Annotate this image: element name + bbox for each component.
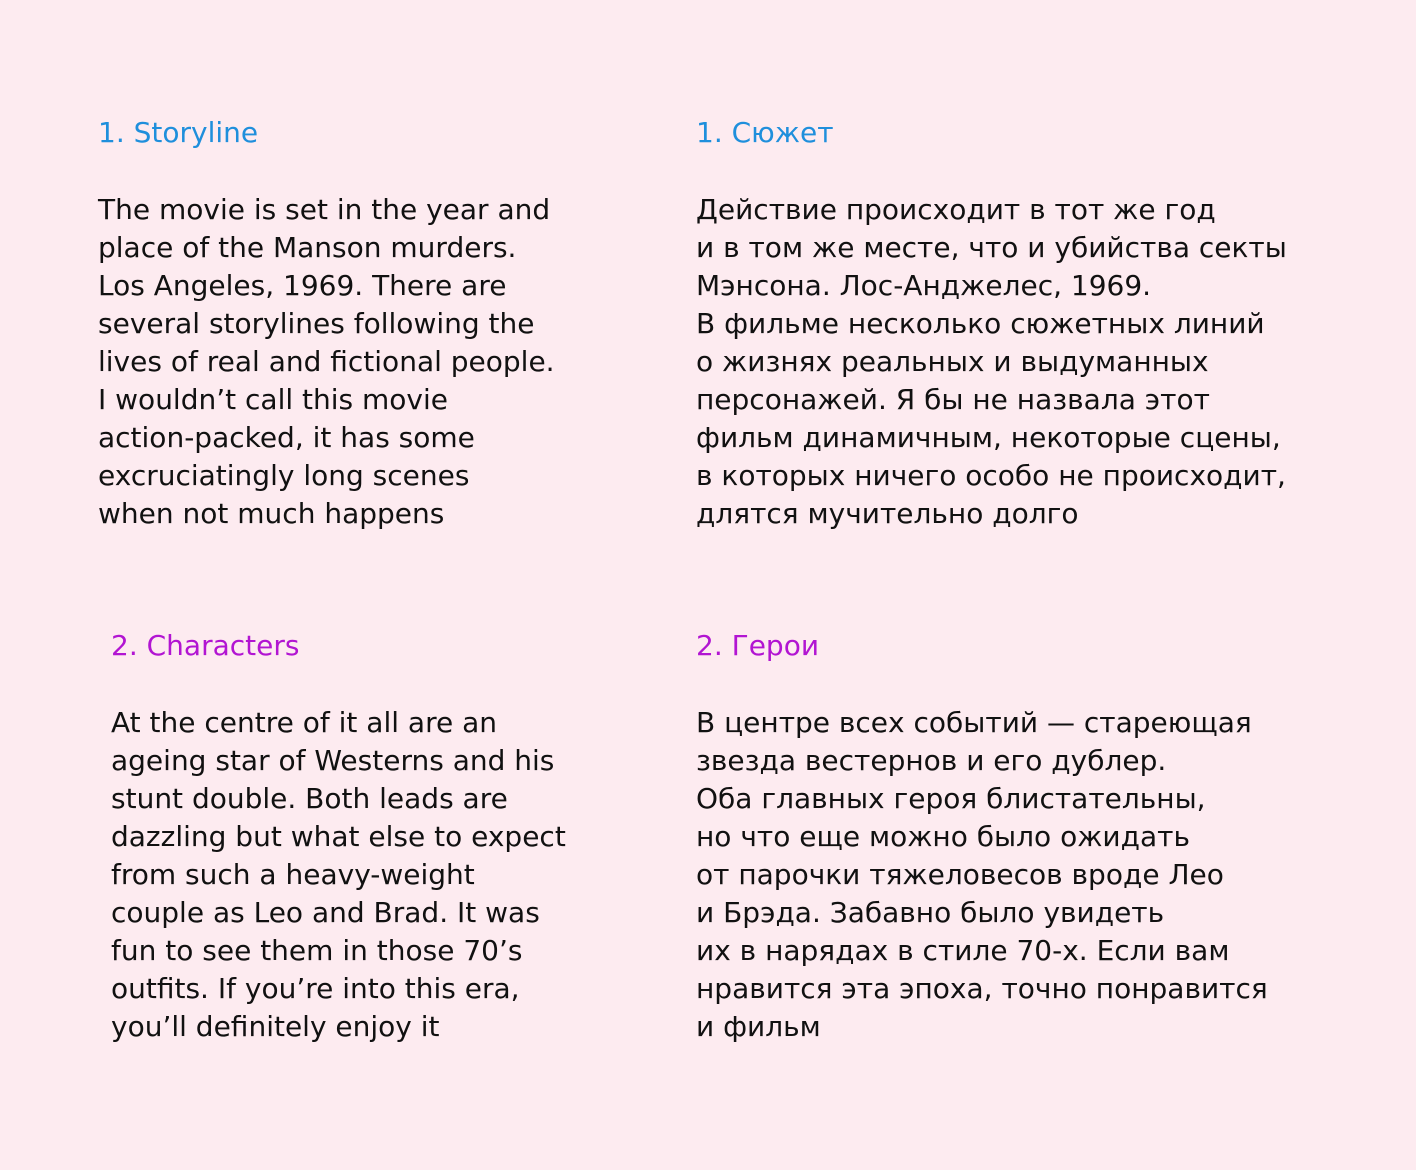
- storyline-section-en: [98, 116, 555, 533]
- text-line: place of the Manson murders.: [98, 231, 517, 264]
- text-line: dazzling but what else to expect: [111, 820, 566, 853]
- text-line: нравится эта эпоха, точно понравится: [696, 972, 1268, 1005]
- text-line: from such a heavy-weight: [111, 858, 475, 891]
- characters-section-en: [111, 629, 566, 1046]
- text-line: звезда вестернов и его дублер.: [696, 744, 1167, 777]
- text-line: lives of real and fictional people.: [98, 345, 555, 378]
- text-line: В фильме несколько сюжетных линий: [696, 307, 1265, 340]
- text-line: when not much happens: [98, 497, 445, 530]
- text-line: At the centre of it all are an: [111, 706, 498, 739]
- text-line: fun to see them in those 70’s: [111, 934, 523, 967]
- text-line: и Брэда. Забавно было увидеть: [696, 896, 1165, 929]
- text-line: их в нарядах в стиле 70-х. Если вам: [696, 934, 1230, 967]
- text-line: stunt double. Both leads are: [111, 782, 508, 815]
- section-body: [98, 191, 555, 533]
- text-line: в которых ничего особо не происходит,: [696, 459, 1286, 492]
- text-line: и фильм: [696, 1010, 821, 1043]
- text-line: персонажей. Я бы не назвала этот: [696, 383, 1210, 416]
- text-line: но что еще можно было ожидать: [696, 820, 1190, 853]
- section-body: [696, 191, 1287, 533]
- text-line: excruciatingly long scenes: [98, 459, 470, 492]
- storyline-section-ru: [696, 116, 1287, 533]
- text-line: couple as Leo and Brad. It was: [111, 896, 540, 929]
- section-body: [696, 704, 1268, 1046]
- text-line: фильм динамичным, некоторые сцены,: [696, 421, 1281, 454]
- text-line: The movie is set in the year and: [98, 193, 551, 226]
- section-heading: 1. Storyline: [98, 116, 259, 149]
- text-line: В центре всех событий — стареющая: [696, 706, 1252, 739]
- text-line: action-packed, it has some: [98, 421, 475, 454]
- text-line: от парочки тяжеловесов вроде Лео: [696, 858, 1224, 891]
- characters-section-ru: [696, 629, 1268, 1046]
- text-line: ageing star of Westerns and his: [111, 744, 555, 777]
- text-line: длятся мучительно долго: [696, 497, 1079, 530]
- text-line: I wouldn’t call this movie: [98, 383, 448, 416]
- text-line: Оба главных героя блистательны,: [696, 782, 1206, 815]
- text-line: outfits. If you’re into this era,: [111, 972, 520, 1005]
- text-line: и в том же месте, что и убийства секты: [696, 231, 1287, 264]
- text-line: several storylines following the: [98, 307, 535, 340]
- text-line: Los Angeles, 1969. There are: [98, 269, 507, 302]
- text-line: Действие происходит в тот же год: [696, 193, 1216, 226]
- text-line: о жизнях реальных и выдуманных: [696, 345, 1209, 378]
- section-body: [111, 704, 566, 1046]
- text-line: you’ll definitely enjoy it: [111, 1010, 440, 1043]
- section-heading: 2. Герои: [696, 629, 820, 662]
- section-heading: 2. Characters: [111, 629, 300, 662]
- text-line: Мэнсона. Лос-Анджелес, 1969.: [696, 269, 1152, 302]
- section-heading: 1. Сюжет: [696, 116, 834, 149]
